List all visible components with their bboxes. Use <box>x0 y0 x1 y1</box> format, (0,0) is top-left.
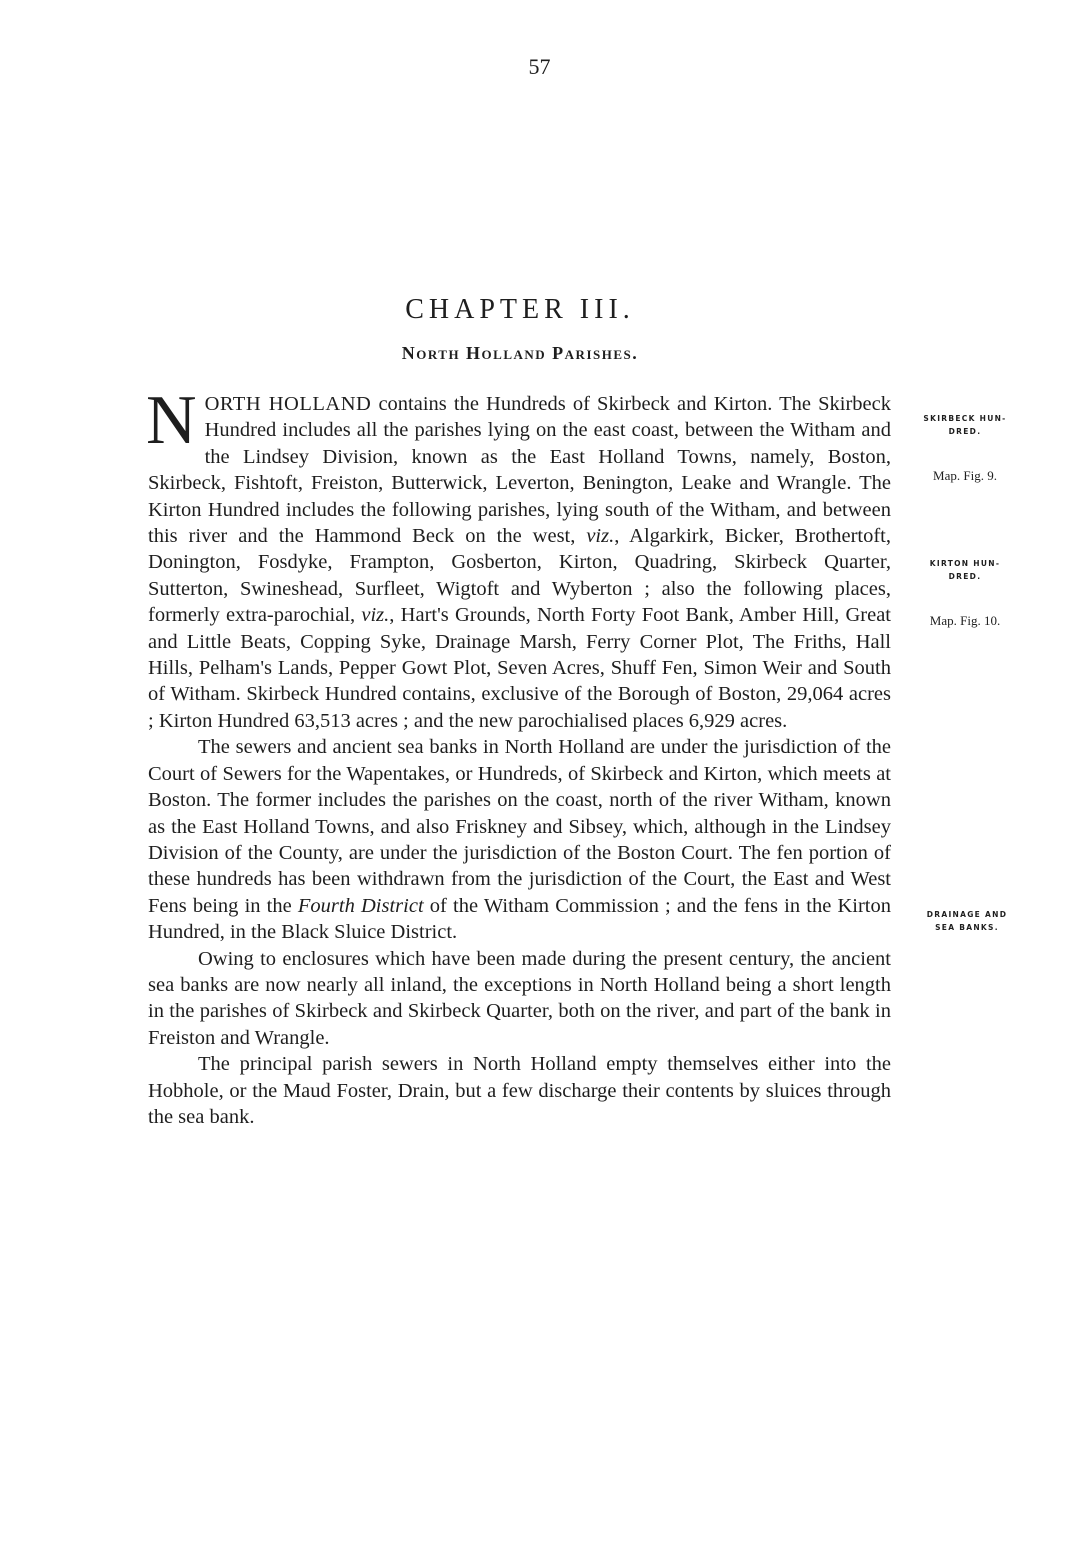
paragraph-2-text-a: The sewers and ancient sea banks in North Holland are under the jurisdiction of the Court of Sewers for the Wapentakes, or Hundreds, of Skirbeck and Kirton, which meets at Boston. The former includes the parishes on the coast, north of the river Witham, known as the East Holland Towns, and also Friskney and Sibsey, which, although in the Lindsey Division of the County, are under the jurisdiction of the Boston Court. The fen portion of these hundreds has been withdrawn from the jurisdiction of the Court, the East and West Fens being in the <box>148 736 891 917</box>
page-number: 57 <box>528 54 551 79</box>
lead-caps: ORTH HOLLAND <box>204 393 372 415</box>
paragraph-4: The principal parish sewers in North Holland empty themselves either into the Hobhole, or the Maud Foster, Drain, but a few discharge their contents by sluices through the sea bank. <box>148 1053 891 1128</box>
chapter-subtitle: North Holland Parishes. <box>401 343 639 363</box>
paragraph-2 <box>148 734 891 945</box>
margin-note-line: SEA BANKS. <box>935 923 999 932</box>
margin-note-line: DRED. <box>948 427 982 436</box>
paragraph-2-text-b: of the Witham Commission ; and the fens in the Kirton Hundred, in the Black Sluice District. <box>148 894 891 944</box>
chapter-body <box>146 382 892 1130</box>
margin-note-line: DRAINAGE AND <box>926 910 1008 919</box>
margin-note-drainage-and-sea-banks <box>902 908 1032 934</box>
fourth-district-italic: Fourth District <box>297 894 424 917</box>
paragraph-3: Owing to enclosures which have been made during the present century, the ancient sea banks are now nearly all inland, the exceptions in North Holland being a short length in the parishes of Skirbeck and Skirbeck Quarter, both on the river, and part of the bank in Freiston and Wrangle. <box>148 947 891 1049</box>
margin-note-line: KIRTON HUN- <box>929 559 1001 568</box>
viz-abbrev: viz. <box>586 525 615 548</box>
paragraph-1 <box>146 382 892 734</box>
drop-cap: N <box>146 382 197 459</box>
map-reference-fig-9: Map. Fig. 9. <box>933 468 997 483</box>
margin-note-kirton-hundred <box>900 557 1030 583</box>
margin-note-line: DRED. <box>948 572 982 581</box>
map-reference-fig-10: Map. Fig. 10. <box>929 613 1001 628</box>
paragraph-1-text-b: , Algarkirk, Bicker, Brothertoft, Donington, Fosdyke, Frampton, Gosberton, Kirton, Quadring, Skirbeck Quarter, Sutterton, Swineshead, Surfleet, Wigtoft and Wyberton ; also the following places, formerly extra-parochial, <box>148 525 892 627</box>
margin-note-skirbeck-hundred <box>900 412 1030 438</box>
paragraph-1-text-a: contains the Hundreds of Skirbeck and Kirton. The Skirbeck Hundred includes all the parishes lying on the east coast, between the Witham and the Lindsey Division, known as the East Holland Towns, namely, Boston, Skirbeck, Fishtoft, Freiston, Butterwick, Leverton, Benington, Leake and Wrangle. The Kirton Hundred includes the following parishes, lying south of the Witham, and between this river and the Hammond Beck on the west, <box>148 393 892 548</box>
chapter-title: CHAPTER III. <box>405 294 635 325</box>
paragraph-1-text-c: , Hart's Grounds, North Forty Foot Bank, Amber Hill, Great and Little Beats, Copping Syke, Drainage Marsh, Ferry Corner Plot, The Friths, Hall Hills, Pelham's Lands, Pepper Gowt Plot, Seven Acres, Shuff Fen, Simon Weir and South of Witham. Skirbeck Hundred contains, exclusive of the Borough of Boston, 29,064 acres ; Kirton Hundred 63,513 acres ; and the new parochialised places 6,929 acres. <box>148 604 891 732</box>
margin-note-line: SKIRBECK HUN- <box>923 414 1007 423</box>
viz-abbrev: viz. <box>361 604 390 627</box>
